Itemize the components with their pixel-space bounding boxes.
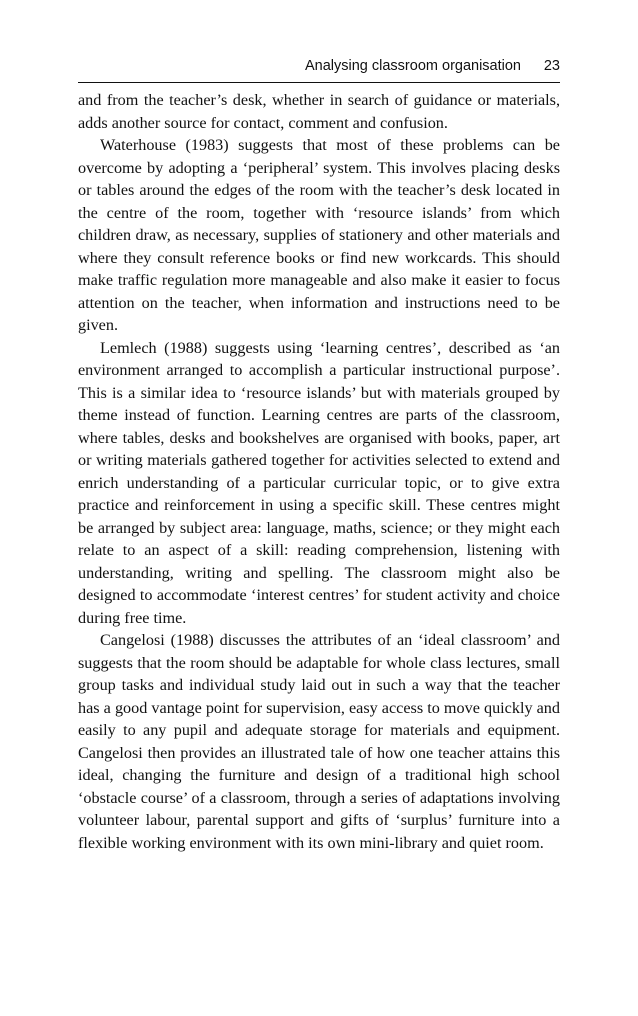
page-number: 23 (543, 58, 560, 74)
body-text (78, 89, 560, 854)
paragraph-waterhouse: Waterhouse (1983) suggests that most of these problems can be overcome by adopting a ‘peripheral’ system. This involves placing desks or tables around the edges of the room with the teacher’s desk located in the centre of the room, together with ‘resource islands’ from which children draw, as necessary, supplies of stationery and other materials and where they consult reference books or find new workcards. This should make traffic regulation more manageable and also make it easier to focus attention on the teacher, when information and instructions need to be given. (78, 136, 560, 334)
book-page (78, 0, 560, 1016)
running-head (78, 58, 560, 78)
paragraph-continuation: and from the teacher’s desk, whether in search of guidance or materials, adds another source for contact, comment and confusion. (78, 91, 560, 132)
running-title: Analysing classroom organisation (305, 58, 521, 74)
paragraph-lemlech: Lemlech (1988) suggests using ‘learning centres’, described as ‘an environment arranged to accomplish a particular instructional purpose’. This is a similar idea to ‘resource islands’ but with materials grouped by theme instead of function. Learning centres are parts of the classroom, where tables, desks and bookshelves are organised with books, paper, art or writing materials gathered together for activities selected to extend and enrich understanding of a particular curricular topic, or to give extra practice and reinforcement in using a specific skill. These centres might be arranged by subject area: language, maths, science; or they might each relate to an aspect of a skill: reading comprehension, listening with understanding, writing and spelling. The classroom might also be designed to accommodate ‘interest centres’ for student activity and choice during free time. (78, 338, 560, 627)
paragraph-cangelosi: Cangelosi (1988) discusses the attributes of an ‘ideal classroom’ and suggests that the room should be adaptable for whole class lectures, small group tasks and individual study laid out in such a way that the teacher has a good vantage point for supervision, easy access to move quickly and easily to any pupil and adequate storage for materials and equipment. Cangelosi then provides an illustrated tale of how one teacher attains this ideal, changing the furniture and design of a traditional high school ‘obstacle course’ of a classroom, through a series of adaptations involving volunteer labour, parental support and gifts of ‘surplus’ furniture into a flexible working environment with its own mini-library and quiet room. (78, 631, 560, 852)
header-rule (78, 82, 560, 83)
